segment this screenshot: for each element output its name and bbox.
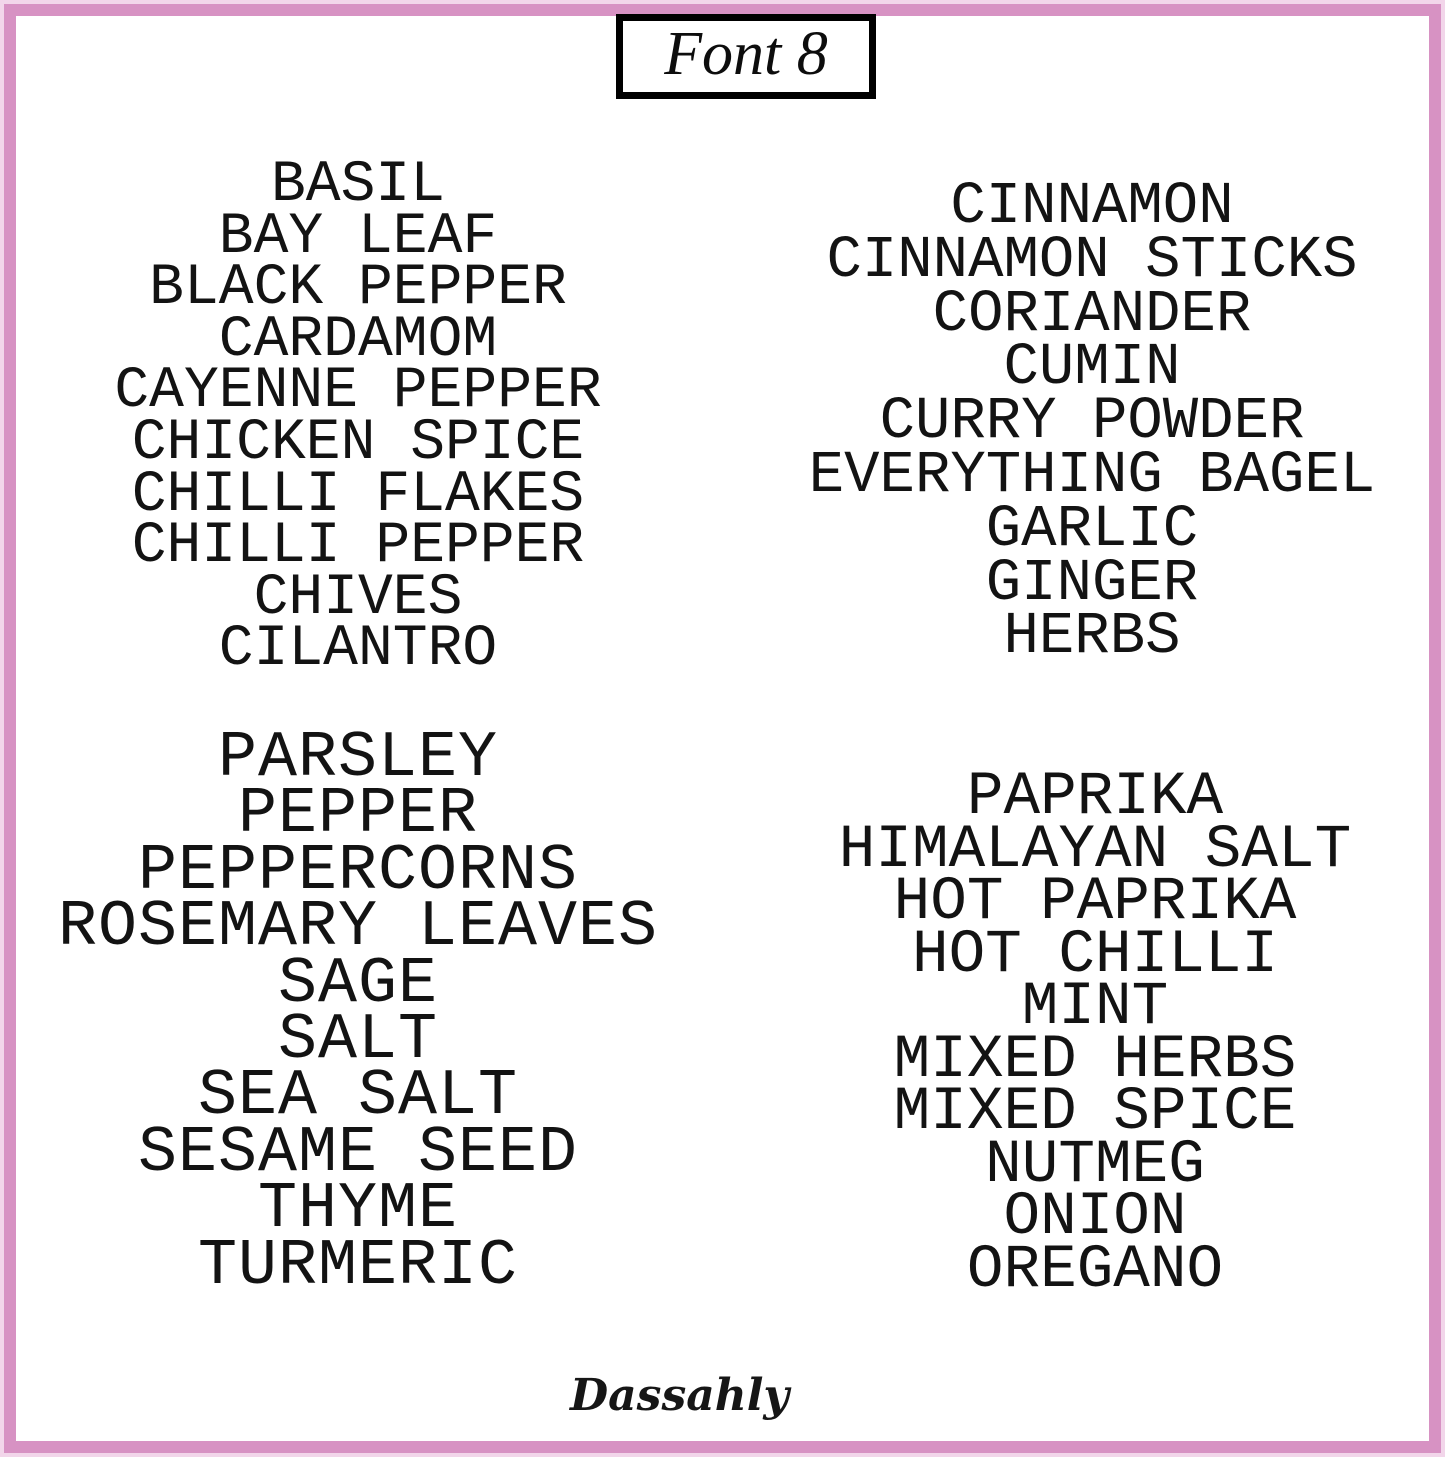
- list-item: THYME: [257, 1172, 459, 1247]
- list-item: ONION: [1003, 1183, 1187, 1252]
- list-item: HIMALAYAN SALT: [838, 815, 1352, 885]
- list-item: HERBS: [1003, 603, 1181, 671]
- list-item: ROSEMARY LEAVES: [57, 890, 659, 965]
- list-item: BLACK PEPPER: [149, 256, 567, 322]
- list-item: GINGER: [985, 549, 1199, 617]
- title-box: [616, 14, 876, 99]
- list-item: MIXED HERBS: [893, 1025, 1297, 1095]
- list-item: CURRY POWDER: [879, 388, 1305, 456]
- list-item: CUMIN: [1003, 334, 1181, 402]
- list-item: CHICKEN SPICE: [131, 410, 585, 476]
- list-item: PEPPERCORNS: [137, 833, 579, 908]
- list-item: OREGANO: [966, 1235, 1224, 1305]
- list-item: PARSLEY: [217, 721, 499, 795]
- list-item: SAGE: [277, 946, 439, 1021]
- list-item: CARDAMOM: [218, 307, 498, 373]
- list-item: GARLIC: [985, 495, 1199, 563]
- list-item: NUTMEG: [985, 1130, 1205, 1200]
- spice-list-bottom-left: [8, 721, 708, 1303]
- list-item: CINNAMON STICKS: [826, 226, 1358, 294]
- list-item: TURMERIC: [197, 1228, 519, 1303]
- list-item: HOT CHILLI: [911, 920, 1279, 990]
- list-item: CHIVES: [253, 565, 463, 631]
- list-item: BAY LEAF: [218, 204, 498, 270]
- list-item: PAPRIKA: [966, 763, 1224, 832]
- list-item: CHILLI PEPPER: [131, 514, 585, 580]
- list-item: MIXED SPICE: [893, 1078, 1297, 1147]
- list-item: CINNAMON: [950, 173, 1234, 240]
- spice-list-top-right: [742, 173, 1442, 671]
- list-item: CAYENNE PEPPER: [114, 359, 602, 425]
- list-item: SALT: [277, 1003, 439, 1078]
- spice-list-top-left: [8, 153, 708, 683]
- list-item: EVERYTHING BAGEL: [808, 441, 1376, 509]
- list-item: PEPPER: [237, 777, 479, 852]
- list-item: CILANTRO: [218, 617, 498, 683]
- list-item: CORIANDER: [932, 280, 1252, 348]
- brand-signature: Dassahly: [570, 1370, 789, 1421]
- list-item: HOT PAPRIKA: [893, 868, 1297, 937]
- page-title: Font 8: [664, 19, 828, 88]
- list-item: SESAME SEED: [137, 1115, 579, 1190]
- list-item: CHILLI FLAKES: [131, 462, 585, 528]
- list-item: SEA SALT: [197, 1059, 519, 1134]
- list-item: MINT: [1021, 973, 1169, 1042]
- list-item: BASIL: [270, 153, 446, 218]
- spice-list-bottom-right: [745, 763, 1445, 1305]
